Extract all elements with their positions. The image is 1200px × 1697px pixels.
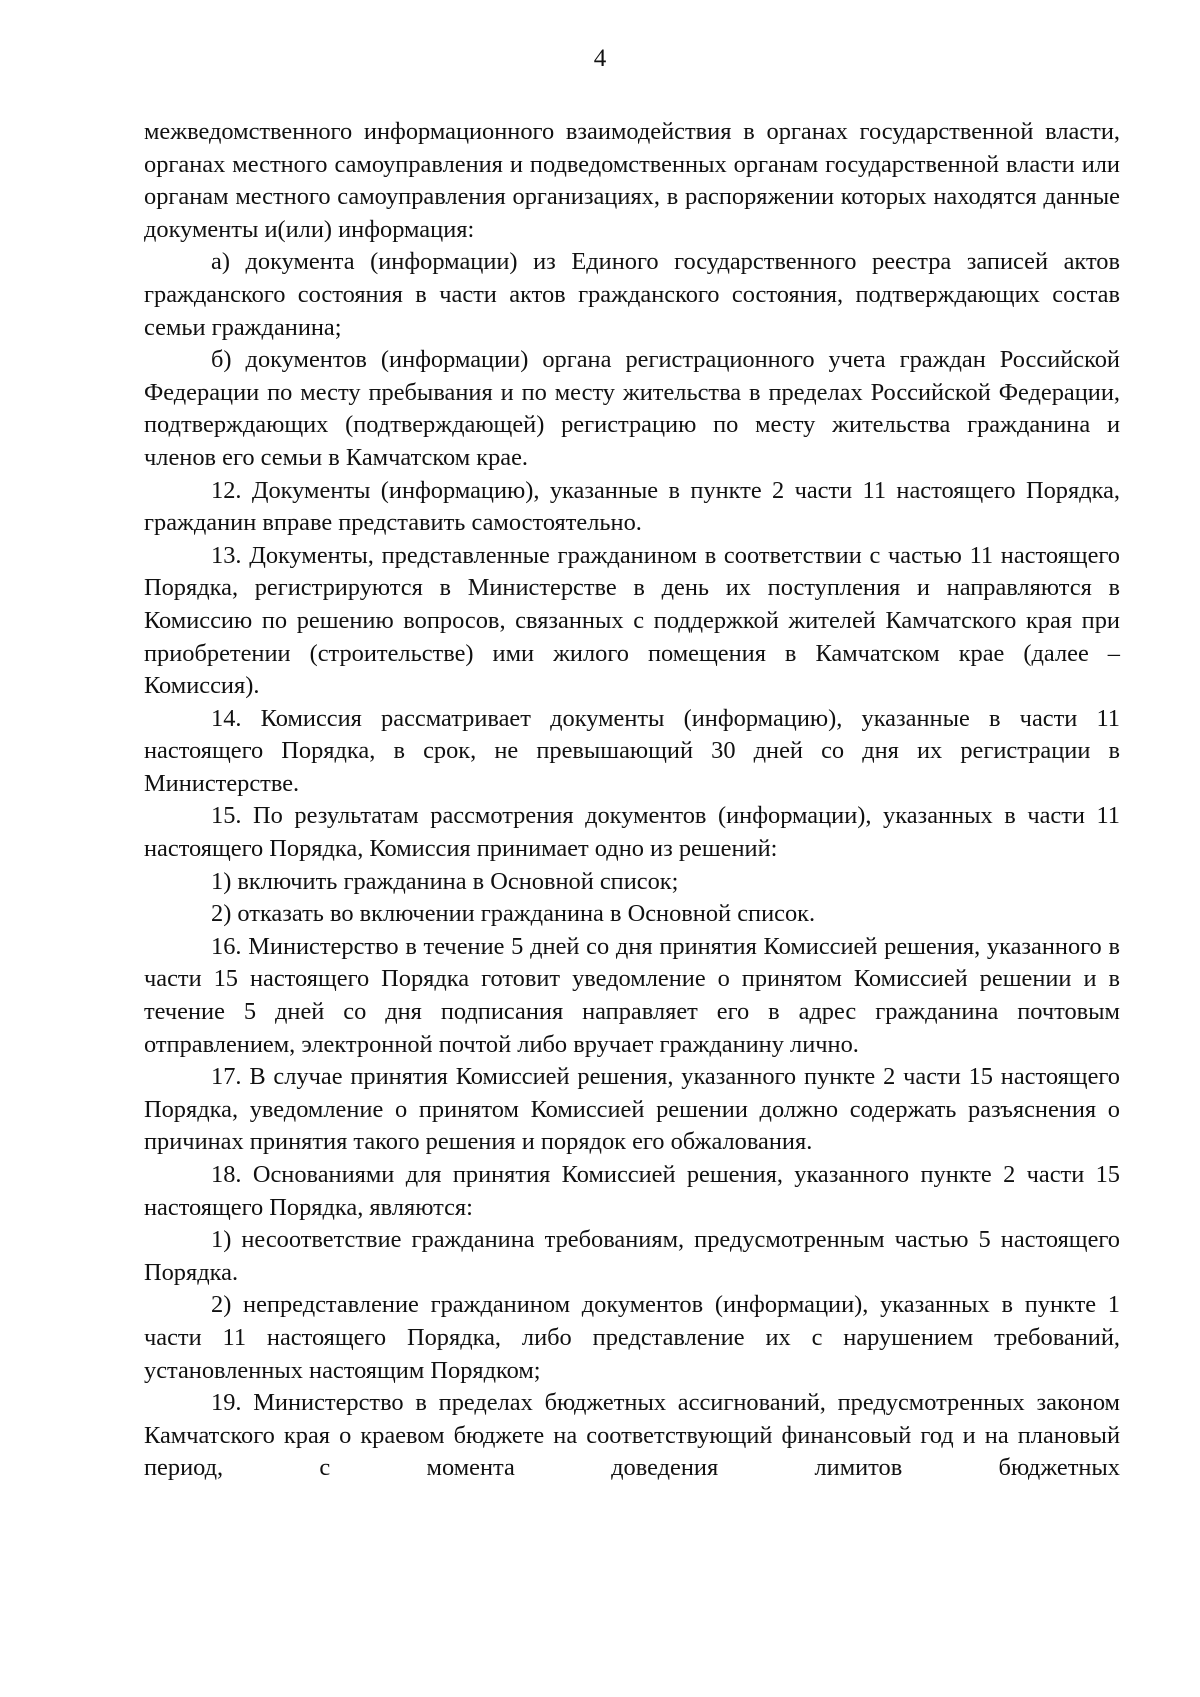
paragraph-continuation: межведомственного информационного взаимодействия в органах государственной власти, органах местного самоуправления и подведомственных органам государственной власти или органам местного самоуправления организациях, в распоряжении которых находятся данные документы и(или) информация: bbox=[144, 118, 1120, 243]
paragraph-item-13: 13. Документы, представленные гражданином в соответствии с частью 11 настоящего Порядка, регистрируются в Министерстве в день их поступления и направляются в Комиссию по решению вопросов, связанных с поддержкой жителей Камчатского края при приобретении (строительстве) ими жилого помещения в Камчатском крае (далее – Комиссия). bbox=[144, 541, 1120, 700]
paragraph-item-19: 19. Министерство в пределах бюджетных ассигнований, предусмотренных законом Камчатского края о краевом бюджете на соответствующий финансовый год и на плановый период, с момента доведения лимитов бюджетных bbox=[144, 1389, 1120, 1482]
paragraph-item-18: 18. Основаниями для принятия Комиссией решения, указанного пункте 2 части 15 настоящего Порядка, являются: bbox=[144, 1161, 1120, 1221]
paragraph-item-15: 15. По результатам рассмотрения документов (информации), указанных в части 11 настоящего Порядка, Комиссия принимает одно из решений: bbox=[144, 802, 1120, 863]
paragraph-item-18-reason-1: 1) несоответствие гражданина требованиям, предусмотренным частью 5 настоящего Порядка. bbox=[144, 1226, 1120, 1286]
paragraph-item-17: 17. В случае принятия Комиссией решения, указанного пункте 2 части 15 настоящего Порядка, уведомление о принятом Комиссией решении должно содержать разъяснения о причинах принятия такого решения и порядок его обжалования. bbox=[144, 1063, 1120, 1156]
paragraph-subitem-b: б) документов (информации) органа регистрационного учета граждан Российской Федерации по месту пребывания и по месту жительства в пределах Российской Федерации, подтверждающих (подтверждающей) регистрацию по месту жительства гражданина и членов его семьи в Камчатском крае. bbox=[144, 346, 1120, 471]
paragraph-item-16: 16. Министерство в течение 5 дней со дня принятия Комиссией решения, указанного в части 15 настоящего Порядка готовит уведомление о принятом Комиссией решении и в течение 5 дней со дня подписания направляет его в адрес гражданина почтовым отправлением, электронной почтой либо вручает гражданину лично. bbox=[144, 932, 1120, 1058]
paragraph-subitem-a: а) документа (информации) из Единого государственного реестра записей актов гражданского состояния в части актов гражданского состояния, подтверждающих состав семьи гражданина; bbox=[144, 248, 1120, 341]
paragraph-item-14: 14. Комиссия рассматривает документы (информацию), указанные в части 11 настоящего Порядка, в срок, не превышающий 30 дней со дня их регистрации в Министерстве. bbox=[144, 704, 1120, 797]
paragraph-item-15-option-2: 2) отказать во включении гражданина в Основной список. bbox=[211, 900, 816, 928]
document-body bbox=[144, 116, 1120, 1485]
paragraph-item-12: 12. Документы (информацию), указанные в пункте 2 части 11 настоящего Порядка, гражданин вправе представить самостоятельно. bbox=[144, 476, 1120, 537]
paragraph-item-18-reason-2: 2) непредставление гражданином документов (информации), указанных в пункте 1 части 11 настоящего Порядка, либо представление их с нарушением требований, установленных настоящим Порядком; bbox=[144, 1291, 1120, 1384]
page-number: 4 bbox=[593, 45, 607, 72]
paragraph-item-15-option-1: 1) включить гражданина в Основной список; bbox=[211, 867, 679, 895]
